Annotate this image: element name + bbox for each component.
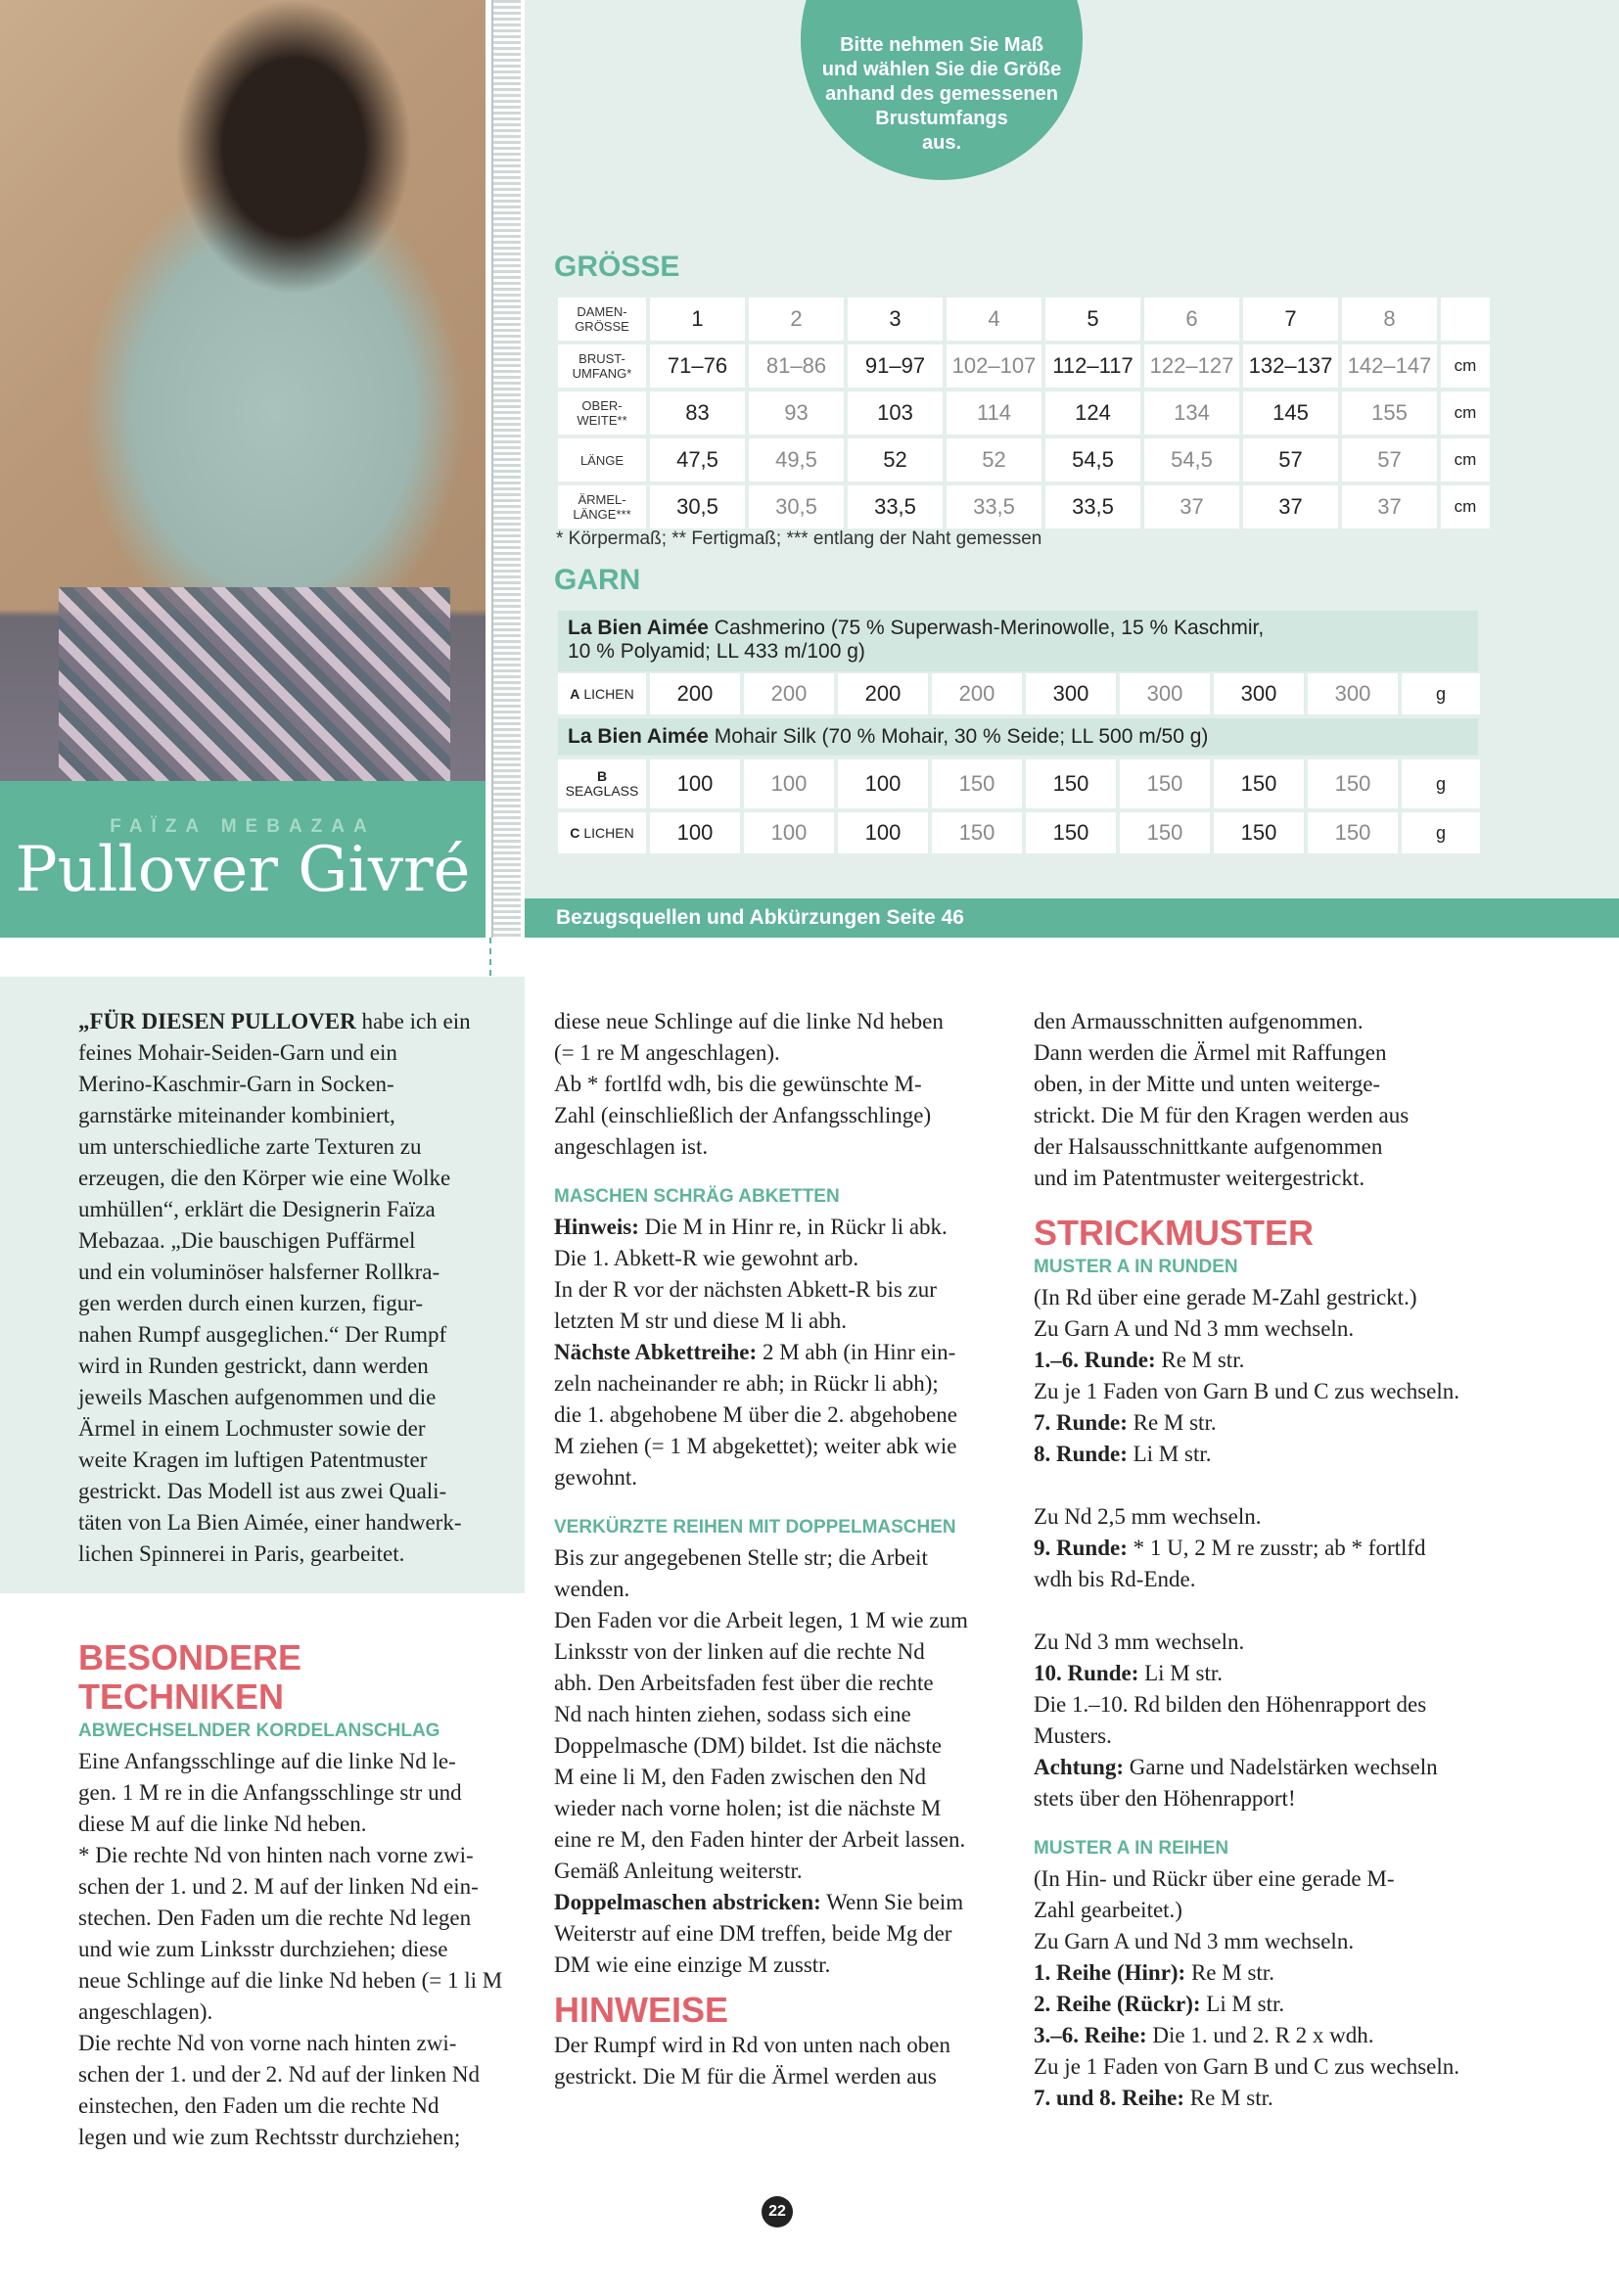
yarn-color-name: LICHEN <box>583 824 634 841</box>
text-line: Zu Nd 2,5 mm wechseln. <box>1034 1504 1262 1529</box>
size-cell: 3 <box>848 298 943 341</box>
size-cell: 112–117 <box>1045 344 1140 388</box>
text-line: jeweils Maschen aufgenommen und die <box>78 1385 437 1409</box>
text-span: Re M str. <box>1184 2086 1273 2110</box>
text-line: Der Rumpf wird in Rd von unten nach oben <box>554 2033 950 2057</box>
size-cell: 54,5 <box>1144 438 1239 482</box>
text-line: gestrickt. Die M für die Ärmel werden aus <box>554 2064 937 2089</box>
yarn-quantity: 150 <box>1026 812 1116 853</box>
size-row <box>558 298 1490 341</box>
text-line: diese neue Schlinge auf die linke Nd heben <box>554 1009 944 1033</box>
size-row-label <box>558 391 646 435</box>
text-line: (In Rd über eine gerade M-Zahl gestrickt.) <box>1034 1285 1417 1309</box>
text-line: Nd nach hinten ziehen, sodass sich eine <box>554 1702 911 1726</box>
text-line: neue Schlinge auf die linke Nd heben (= 1 li M <box>78 1968 503 1993</box>
text-line: und ein voluminöser halsferner Rollkra- <box>78 1260 440 1284</box>
text-line: legen und wie zum Rechtsstr durchziehen; <box>78 2125 461 2149</box>
text-line: Musters. <box>1034 1723 1112 1748</box>
size-row-label <box>558 438 646 482</box>
yarn-quantity: 100 <box>744 759 834 808</box>
text-line: den Armausschnitten aufgenommen. <box>1034 1009 1364 1033</box>
yarn-1-brand: La Bien Aimée <box>568 617 709 639</box>
text-line: wieder nach vorne holen; ist die nächste M <box>554 1796 942 1820</box>
cast-on-heading: ABWECHSELNDER KORDELANSCHLAG <box>78 1721 440 1741</box>
text-line: einstechen, den Faden um die rechte Nd <box>78 2093 439 2118</box>
yarn-quantity: 150 <box>1308 759 1398 808</box>
size-cell: 37 <box>1342 485 1437 528</box>
size-cell: 134 <box>1144 391 1239 435</box>
yarn-quantity: 200 <box>744 673 834 714</box>
size-unit: cm <box>1441 391 1490 435</box>
label-part: WEITE** <box>577 413 627 428</box>
text-line: schen der 1. und der 2. Nd auf der linken Nd <box>78 2062 481 2087</box>
text-line: * Die rechte Nd von hinten nach vorne zwi- <box>78 1843 474 1867</box>
text-line: erzeugen, die den Körper wie eine Wolke <box>78 1166 451 1190</box>
text-line <box>1034 1407 1582 1439</box>
yarn-quantity: 150 <box>1214 759 1304 808</box>
size-unit: cm <box>1441 344 1490 388</box>
label-part: DAMEN- <box>577 304 627 319</box>
zipper-divider <box>491 0 521 938</box>
bold-term: 8. Runde: <box>1034 1442 1128 1466</box>
text-line: täten von La Bien Aimée, einer handwerk- <box>78 1510 462 1535</box>
size-row-label <box>558 298 646 341</box>
yarn-row-a <box>558 673 1480 714</box>
yarn-quantity: 100 <box>838 812 928 853</box>
text-line <box>1034 1439 1582 1470</box>
size-cell: 103 <box>848 391 943 435</box>
yarn-quantity: 150 <box>1214 812 1304 853</box>
yarn-quantity: 300 <box>1308 673 1398 714</box>
bold-term: 10. Runde: <box>1034 1661 1139 1685</box>
yarn-quantity: 200 <box>932 673 1022 714</box>
page-number: 22 <box>762 2196 793 2227</box>
size-unit: cm <box>1441 485 1490 528</box>
size-row <box>558 344 1490 388</box>
yarn-color-name: SEAGLASS <box>565 783 639 799</box>
yarn-1-details: Cashmerino (75 % Superwash-Merinowolle, 15 % Kaschmir, <box>708 617 1265 639</box>
text-line: die 1. abgehobene M über die 2. abgehobene <box>554 1402 957 1427</box>
intro-bold: „FÜR DIESEN PULLOVER <box>78 1009 356 1033</box>
yarn-quantity: 200 <box>838 673 928 714</box>
size-cell: 33,5 <box>947 485 1041 528</box>
text-line: stets über den Höhenrapport! <box>1034 1786 1296 1811</box>
yarn-2-description <box>558 718 1478 756</box>
size-cell: 81–86 <box>749 344 844 388</box>
size-cell: 49,5 <box>749 438 844 482</box>
size-hint-line: Brustumfangs <box>875 108 1008 129</box>
designer-name: FAÏZA MEBAZAA <box>110 816 376 837</box>
yarn-quantity: 300 <box>1214 673 1304 714</box>
size-cell: 33,5 <box>848 485 943 528</box>
bold-term: 1.–6. Runde: <box>1034 1348 1156 1372</box>
yarn-color-label <box>558 812 646 853</box>
text-line: (In Hin- und Rückr über eine gerade M- <box>1034 1866 1395 1891</box>
text-span: Li M str. <box>1138 1661 1223 1685</box>
column-2 <box>554 1006 1014 2092</box>
size-hint-line: Bitte nehmen Sie Maß <box>840 34 1043 56</box>
text-line: Mebazaa. „Die bauschigen Puffärmel <box>78 1228 416 1253</box>
yarn-2-brand: La Bien Aimée <box>568 725 709 748</box>
text-line: nahen Rumpf ausgeglichen.“ Der Rumpf <box>78 1322 447 1347</box>
text-line: Doppelmasche (DM) bildet. Ist die nächste <box>554 1733 942 1758</box>
yarn-color-label <box>558 759 646 808</box>
text-line: M ziehen (= 1 M abgekettet); weiter abk wie <box>554 1434 957 1458</box>
yarn-quantity: 100 <box>838 759 928 808</box>
size-unit <box>1441 298 1490 341</box>
yarn-1-details-2: 10 % Polyamid; LL 433 m/100 g) <box>568 640 865 663</box>
yarn-quantity: 300 <box>1026 673 1116 714</box>
sizes-heading: GRÖSSE <box>554 251 680 283</box>
pattern-heading: STRICKMUSTER <box>1034 1213 1314 1253</box>
text-line <box>1034 1957 1582 1989</box>
text-line: Die 1. Abkett-R wie gewohnt arb. <box>554 1246 859 1270</box>
rounds-heading: MUSTER A IN RUNDEN <box>1034 1257 1238 1277</box>
text-line <box>554 1337 1014 1368</box>
size-cell: 37 <box>1144 485 1239 528</box>
text-line: stechen. Den Faden um die rechte Nd legen <box>78 1906 472 1930</box>
text-line: wenden. <box>554 1577 630 1601</box>
text-line <box>554 1887 1014 1918</box>
text-line <box>1034 1658 1582 1689</box>
column-1 <box>78 1006 509 2153</box>
text-line: eine re M, den Faden hinter der Arbeit lassen. <box>554 1827 966 1852</box>
size-cell: 6 <box>1144 298 1239 341</box>
text-line: Dann werden die Ärmel mit Raffungen <box>1034 1040 1387 1065</box>
size-cell: 145 <box>1243 391 1338 435</box>
size-hint-circle <box>801 0 1083 180</box>
bold-term: 9. Runde: <box>1034 1536 1128 1560</box>
size-cell: 47,5 <box>650 438 745 482</box>
yarn-quantity: 150 <box>932 812 1022 853</box>
text-span: Wenn Sie beim <box>820 1890 964 1914</box>
text-line: gen werden durch einen kurzen, figur- <box>78 1291 424 1315</box>
size-cell: 30,5 <box>650 485 745 528</box>
text-line: Zu Garn A und Nd 3 mm wechseln. <box>1034 1929 1355 1953</box>
text-line: Bis zur angegebenen Stelle str; die Arbeit <box>554 1545 928 1570</box>
size-cell: 132–137 <box>1243 344 1338 388</box>
text-line: angeschlagen ist. <box>554 1134 709 1159</box>
text-span: Die 1. und 2. R 2 x wdh. <box>1146 2023 1374 2047</box>
text-line: Zu Nd 3 mm wechseln. <box>1034 1630 1245 1654</box>
text-line <box>1034 1345 1582 1376</box>
label-part: UMFANG* <box>572 366 632 381</box>
yarn-unit: g <box>1402 759 1480 808</box>
text-line <box>554 1212 1014 1243</box>
yarn-color-label <box>558 673 646 714</box>
size-row-label <box>558 344 646 388</box>
size-cell: 124 <box>1045 391 1140 435</box>
text-line <box>1034 1533 1582 1564</box>
text-line: Ärmel in einem Lochmuster sowie der <box>78 1416 426 1441</box>
label-part: ÄRMEL- <box>578 492 626 507</box>
size-hint-line: anhand des gemessenen <box>825 83 1058 105</box>
text-span: Li M str. <box>1127 1442 1212 1466</box>
text-line <box>1034 2083 1582 2114</box>
size-cell: 30,5 <box>749 485 844 528</box>
text-line: Merino-Kaschmir-Garn in Socken- <box>78 1072 394 1096</box>
bold-term: Hinweis: <box>554 1215 639 1239</box>
yarn-heading: GARN <box>554 564 641 596</box>
yarn-quantity: 300 <box>1120 673 1210 714</box>
text-span: Garne und Nadelstärken wechseln <box>1124 1755 1438 1779</box>
yarn-quantity: 150 <box>1308 812 1398 853</box>
size-row-label <box>558 485 646 528</box>
text-span: 2 M abh (in Hinr ein- <box>757 1340 956 1364</box>
yarn-quantity: 150 <box>1120 812 1210 853</box>
yarn-quantity: 150 <box>932 759 1022 808</box>
label-part: LÄNGE*** <box>573 507 631 522</box>
intro-text <box>78 1006 509 1037</box>
yarn-letter: B <box>596 768 608 784</box>
size-row <box>558 438 1490 482</box>
yarn-2-details: Mohair Silk (70 % Mohair, 30 % Seide; LL 500 m/50 g) <box>708 725 1209 748</box>
size-unit: cm <box>1441 438 1490 482</box>
text-line: Linksstr von der linken auf die rechte Nd <box>554 1639 925 1664</box>
size-cell: 52 <box>848 438 943 482</box>
text-line: Zu je 1 Faden von Garn B und C zus wechseln. <box>1034 1379 1460 1403</box>
pattern-title: Pullover Givré <box>15 834 471 906</box>
text-line: Zahl (einschließlich der Anfangsschlinge) <box>554 1103 932 1127</box>
text-line: letzten M str und diese M li abh. <box>554 1309 847 1333</box>
text-span: Re M str. <box>1155 1348 1245 1372</box>
size-cell: 71–76 <box>650 344 745 388</box>
bold-term: 1. Reihe (Hinr): <box>1034 1960 1186 1985</box>
skirt-pattern <box>59 587 450 781</box>
text-span: Die M in Hinr re, in Rückr li abk. <box>638 1215 948 1239</box>
size-footnote: * Körpermaß; ** Fertigmaß; *** entlang der Naht gemessen <box>556 528 1042 549</box>
yarn-letter: C <box>570 824 580 841</box>
text-line: gestrickt. Das Modell ist aus zwei Quali- <box>78 1479 447 1503</box>
size-cell: 8 <box>1342 298 1437 341</box>
label-part: BRUST- <box>578 351 625 366</box>
yarn-quantity: 100 <box>650 759 740 808</box>
bold-term: 7. Runde: <box>1034 1410 1128 1435</box>
text-line: Die 1.–10. Rd bilden den Höhenrapport des <box>1034 1692 1427 1717</box>
yarn-row-c <box>558 812 1480 853</box>
text-line: garnstärke miteinander kombiniert, <box>78 1103 395 1127</box>
size-cell: 54,5 <box>1045 438 1140 482</box>
text-line: und im Patentmuster weitergestrickt. <box>1034 1166 1365 1190</box>
text-line: habe ich ein <box>355 1009 471 1033</box>
text-line: wird in Runden gestrickt, dann werden <box>78 1354 429 1378</box>
text-line: In der R vor der nächsten Abkett-R bis zur <box>554 1277 937 1302</box>
bold-term: 3.–6. Reihe: <box>1034 2023 1147 2047</box>
text-line: Ab * fortlfd wdh, bis die gewünschte M- <box>554 1072 922 1096</box>
text-line: Zu je 1 Faden von Garn B und C zus wechseln. <box>1034 2054 1460 2079</box>
text-line <box>1034 2020 1582 2051</box>
text-line: Zu Garn A und Nd 3 mm wechseln. <box>1034 1316 1355 1341</box>
size-cell: 52 <box>947 438 1041 482</box>
text-line <box>1034 1752 1582 1783</box>
short-rows-heading: VERKÜRZTE REIHEN MIT DOPPELMASCHEN <box>554 1517 956 1538</box>
yarn-color-name: LICHEN <box>583 685 634 702</box>
label-part: LÄNGE <box>579 452 624 468</box>
text-span: Li M str. <box>1200 1992 1285 2016</box>
size-cell: 57 <box>1342 438 1437 482</box>
text-line: angeschlagen). <box>78 1999 213 2024</box>
text-line: zeln nacheinander re abh; in Rückr li abh); <box>554 1371 939 1396</box>
size-cell: 1 <box>650 298 745 341</box>
text-line: lichen Spinnerei in Paris, gearbeitet. <box>78 1541 405 1566</box>
size-cell: 122–127 <box>1144 344 1239 388</box>
text-line <box>1034 1989 1582 2020</box>
size-row <box>558 391 1490 435</box>
size-table <box>554 294 1494 532</box>
bold-term: 7. und 8. Reihe: <box>1034 2086 1184 2110</box>
text-line: strickt. Die M für den Kragen werden aus <box>1034 1103 1410 1127</box>
source-note: Bezugsquellen und Abkürzungen Seite 46 <box>525 898 1619 938</box>
size-cell: 102–107 <box>947 344 1041 388</box>
size-hint-line: aus. <box>921 132 962 154</box>
size-cell: 4 <box>947 298 1041 341</box>
text-line: schen der 1. und 2. M auf der linken Nd ein- <box>78 1874 479 1899</box>
yarn-unit: g <box>1402 673 1480 714</box>
text-line: weite Kragen im luftigen Patentmuster <box>78 1447 428 1472</box>
text-line: diese M auf die linke Nd heben. <box>78 1812 367 1836</box>
text-line: Eine Anfangsschlinge auf die linke Nd le- <box>78 1749 456 1773</box>
text-span: Re M str. <box>1185 1960 1274 1985</box>
yarn-quantity: 150 <box>1120 759 1210 808</box>
yarn-1-description <box>558 611 1478 671</box>
size-row <box>558 485 1490 528</box>
yarn-quantity: 100 <box>650 812 740 853</box>
text-line: oben, in der Mitte und unten weiterge- <box>1034 1072 1381 1096</box>
bind-off-heading: MASCHEN SCHRÄG ABKETTEN <box>554 1186 840 1207</box>
yarn-row-b <box>558 759 1480 808</box>
text-line: Gemäß Anleitung weiterstr. <box>554 1859 803 1883</box>
size-hint-line: und wählen Sie die Größe <box>821 59 1062 80</box>
bold-term: 2. Reihe (Rückr): <box>1034 1992 1201 2016</box>
text-line: und wie zum Linksstr durchziehen; diese <box>78 1937 448 1961</box>
bold-term: Achtung: <box>1034 1755 1125 1779</box>
text-line: abh. Den Arbeitsfaden fest über die rechte <box>554 1671 934 1695</box>
size-cell: 7 <box>1243 298 1338 341</box>
text-line: Weiterstr auf eine DM treffen, beide Mg der <box>554 1921 952 1946</box>
text-line: Zahl gearbeitet.) <box>1034 1898 1182 1922</box>
text-line: gewohnt. <box>554 1465 637 1490</box>
text-line: um unterschiedliche zarte Texturen zu <box>78 1134 422 1159</box>
size-cell: 142–147 <box>1342 344 1437 388</box>
techniques-heading: BESONDERE TECHNIKEN <box>78 1637 302 1717</box>
size-cell: 155 <box>1342 391 1437 435</box>
yarn-quantity: 200 <box>650 673 740 714</box>
text-line: wdh bis Rd-Ende. <box>1034 1567 1196 1591</box>
size-cell: 93 <box>749 391 844 435</box>
text-line: umhüllen“, erklärt die Designerin Faïza <box>78 1197 436 1221</box>
bold-term: Nächste Abkettreihe: <box>554 1340 758 1364</box>
size-cell: 33,5 <box>1045 485 1140 528</box>
notes-heading: HINWEISE <box>554 1990 729 2030</box>
size-cell: 114 <box>947 391 1041 435</box>
text-line: der Halsausschnittkante aufgenommen <box>1034 1134 1383 1159</box>
size-cell: 91–97 <box>848 344 943 388</box>
text-line: gen. 1 M re in die Anfangsschlinge str und <box>78 1780 462 1805</box>
yarn-quantity: 100 <box>744 812 834 853</box>
text-line: DM wie eine einzige M zusstr. <box>554 1952 831 1977</box>
text-span: * 1 U, 2 M re zusstr; ab * fortlfd <box>1127 1536 1426 1560</box>
bold-term: Doppelmaschen abstricken: <box>554 1890 821 1914</box>
size-cell: 57 <box>1243 438 1338 482</box>
column-3 <box>1034 1006 1582 2114</box>
hero-photo <box>0 0 486 781</box>
yarn-quantity: 150 <box>1026 759 1116 808</box>
size-cell: 2 <box>749 298 844 341</box>
yarn-unit: g <box>1402 812 1480 853</box>
text-line: Den Faden vor die Arbeit legen, 1 M wie zum <box>554 1608 968 1632</box>
text-line: Die rechte Nd von vorne nach hinten zwi- <box>78 2031 457 2055</box>
text-span: Re M str. <box>1127 1410 1217 1435</box>
yarn-letter: A <box>570 685 580 702</box>
size-cell: 37 <box>1243 485 1338 528</box>
label-part: OBER- <box>581 398 623 413</box>
size-cell: 5 <box>1045 298 1140 341</box>
size-cell: 83 <box>650 391 745 435</box>
text-line: feines Mohair-Seiden-Garn und ein <box>78 1040 397 1065</box>
rows-heading: MUSTER A IN REIHEN <box>1034 1838 1229 1859</box>
text-line: M eine li M, den Faden zwischen den Nd <box>554 1765 927 1789</box>
text-line: (= 1 re M angeschlagen). <box>554 1040 780 1065</box>
label-part: GRÖSSE <box>575 319 629 334</box>
